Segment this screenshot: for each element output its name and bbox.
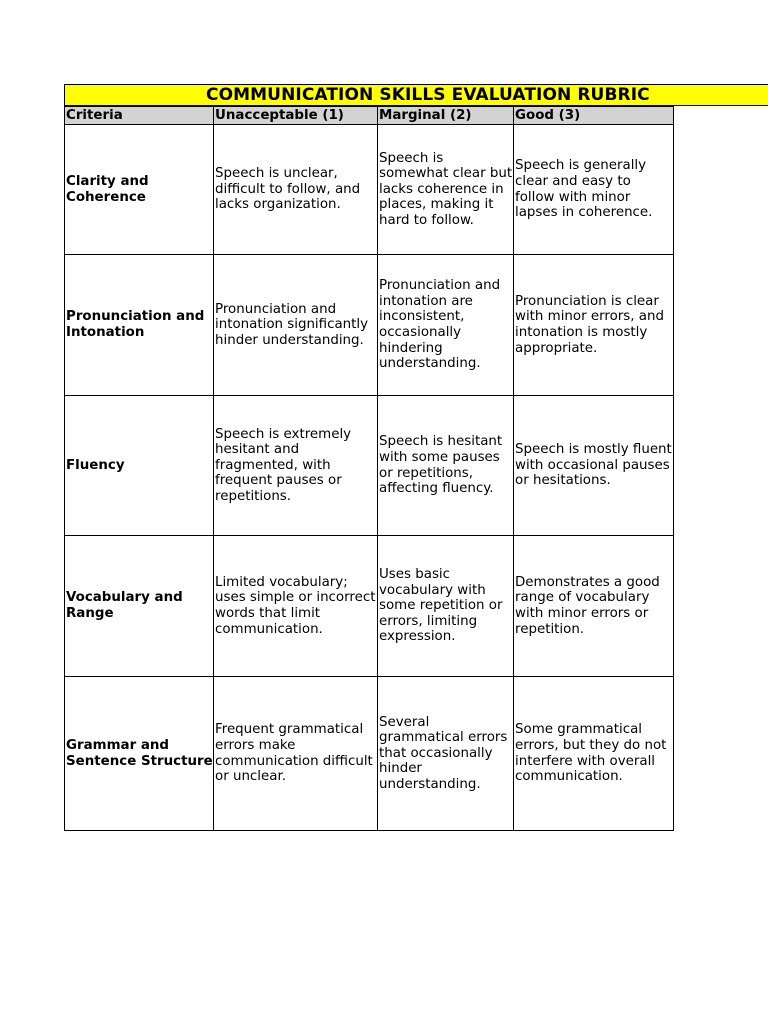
unacceptable-cell: Pronunciation and intonation significantly hinder understanding.	[214, 255, 378, 396]
header-good: Good (3)	[514, 107, 674, 125]
marginal-cell: Pronunciation and intonation are inconsistent, occasionally hindering understanding.	[378, 255, 514, 396]
unacceptable-cell: Frequent grammatical errors make communication difficult or unclear.	[214, 677, 378, 831]
good-cell: Some grammatical errors, but they do not interfere with overall communication.	[514, 677, 674, 831]
rubric-table	[64, 106, 674, 831]
header-unacceptable: Unacceptable (1)	[214, 107, 378, 125]
criteria-cell: Clarity and Coherence	[65, 125, 214, 255]
criteria-cell: Fluency	[65, 396, 214, 536]
table-row	[65, 255, 674, 396]
marginal-cell: Speech is hesitant with some pauses or repetitions, affecting fluency.	[378, 396, 514, 536]
table-row	[65, 396, 674, 536]
unacceptable-cell: Speech is unclear, difficult to follow, and lacks organization.	[214, 125, 378, 255]
title-bar	[64, 84, 768, 106]
good-cell: Speech is mostly fluent with occasional pauses or hesitations.	[514, 396, 674, 536]
header-row	[65, 107, 674, 125]
marginal-cell: Uses basic vocabulary with some repetition or errors, limiting expression.	[378, 536, 514, 677]
table-row	[65, 536, 674, 677]
good-cell: Demonstrates a good range of vocabulary with minor errors or repetition.	[514, 536, 674, 677]
criteria-cell: Grammar and Sentence Structure	[65, 677, 214, 831]
rubric-title: COMMUNICATION SKILLS EVALUATION RUBRIC	[206, 85, 650, 105]
criteria-cell: Vocabulary and Range	[65, 536, 214, 677]
good-cell: Speech is generally clear and easy to follow with minor lapses in coherence.	[514, 125, 674, 255]
criteria-cell: Pronunciation and Intonation	[65, 255, 214, 396]
table-row	[65, 677, 674, 831]
unacceptable-cell: Speech is extremely hesitant and fragmented, with frequent pauses or repetitions.	[214, 396, 378, 536]
header-criteria: Criteria	[65, 107, 214, 125]
marginal-cell: Several grammatical errors that occasionally hinder understanding.	[378, 677, 514, 831]
marginal-cell: Speech is somewhat clear but lacks coherence in places, making it hard to follow.	[378, 125, 514, 255]
table-row	[65, 125, 674, 255]
good-cell: Pronunciation is clear with minor errors, and intonation is mostly appropriate.	[514, 255, 674, 396]
unacceptable-cell: Limited vocabulary; uses simple or incorrect words that limit communication.	[214, 536, 378, 677]
header-marginal: Marginal (2)	[378, 107, 514, 125]
